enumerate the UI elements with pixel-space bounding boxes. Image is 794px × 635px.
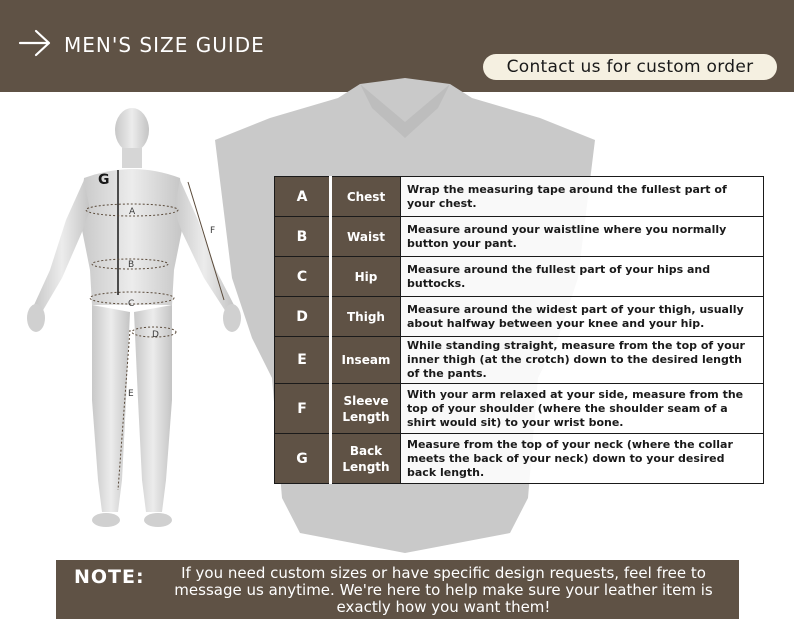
arrow-right-icon: [18, 28, 52, 58]
row-letter: A: [275, 177, 331, 217]
row-letter: E: [275, 337, 331, 384]
label-f: F: [210, 226, 216, 236]
row-measurement-name: Waist: [331, 217, 401, 257]
row-description: Measure around your waistline where you normally button your pant.: [401, 217, 764, 257]
body-arm-right: [174, 180, 234, 312]
row-description: With your arm relaxed at your side, measure from the top of your shoulder (where the shoulder seam of a shirt would sit) to your wrist bone.: [401, 384, 764, 434]
body-hand-left: [27, 304, 45, 332]
body-arm-left: [34, 180, 90, 312]
body-foot-left: [92, 513, 120, 527]
body-foot-right: [144, 513, 172, 527]
table-row: [275, 384, 764, 434]
row-description: Wrap the measuring tape around the fullest part of your chest.: [401, 177, 764, 217]
row-measurement-name: Chest: [331, 177, 401, 217]
table-row: [275, 337, 764, 384]
label-d: D: [152, 330, 159, 340]
row-description: Measure from the top of your neck (where the collar meets the back of your neck) down to your desired back length.: [401, 434, 764, 484]
row-measurement-name: Thigh: [331, 297, 401, 337]
label-e: E: [128, 389, 134, 399]
row-measurement-name: Back Length: [331, 434, 401, 484]
row-description: Measure around the widest part of your thigh, usually about halfway between your knee and your hip.: [401, 297, 764, 337]
table-row: [275, 297, 764, 337]
note-label: NOTE:: [74, 566, 145, 588]
body-leg-left: [92, 305, 130, 512]
table-row: [275, 217, 764, 257]
label-c: C: [128, 299, 135, 309]
label-a: A: [129, 207, 136, 217]
human-body-illustration: [14, 100, 254, 540]
row-description: Measure around the fullest part of your hips and buttocks.: [401, 257, 764, 297]
row-letter: F: [275, 384, 331, 434]
body-hand-right: [223, 304, 241, 332]
body-neck: [122, 148, 142, 168]
label-b: B: [128, 260, 135, 270]
page-title: MEN'S SIZE GUIDE: [64, 33, 265, 57]
note-text: If you need custom sizes or have specific design requests, feel free to message us anytime. We're here to help make sure your leather item is exactly how you want them!: [174, 564, 713, 616]
row-measurement-name: Inseam: [331, 337, 401, 384]
row-letter: D: [275, 297, 331, 337]
body-torso: [80, 169, 184, 305]
label-g: G: [98, 172, 110, 188]
row-description: While standing straight, measure from the top of your inner thigh (at the crotch) down to the desired length of the pants.: [401, 337, 764, 384]
body-head: [115, 108, 149, 152]
note-banner: [56, 560, 739, 619]
table-row: [275, 177, 764, 217]
body-measurement-figure: [14, 100, 254, 540]
row-measurement-name: Hip: [331, 257, 401, 297]
contact-custom-order-button[interactable]: Contact us for custom order: [483, 54, 777, 80]
table-row: [275, 434, 764, 484]
row-letter: G: [275, 434, 331, 484]
row-letter: B: [275, 217, 331, 257]
row-measurement-name: Sleeve Length: [331, 384, 401, 434]
size-guide-table: [274, 176, 764, 484]
row-letter: C: [275, 257, 331, 297]
table-row: [275, 257, 764, 297]
